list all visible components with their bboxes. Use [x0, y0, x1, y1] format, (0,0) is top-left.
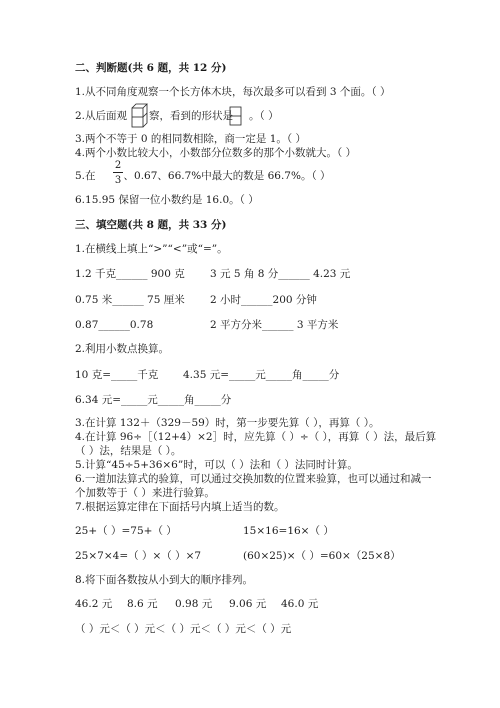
judgement-q4: 4.两个小数比较大小，小数部分位数多的那个小数就大。（ ）: [75, 147, 357, 159]
fill-q8-value-4: 9.06 元: [229, 598, 267, 610]
judgement-q2: [75, 110, 279, 123]
fill-q8-title: 8.将下面各数按从小到大的顺序排列。: [75, 574, 254, 586]
fill-q2-row1-left: 10 克=_____千克: [75, 369, 159, 381]
fill-q7-row2-right: (60×25)×（ ）=60×（25×8）: [243, 550, 401, 562]
fill-q1-row1-left: 1.2 千克______ 900 克: [75, 268, 185, 280]
section-heading-fill-in: 三、填空题(共 8 题，共 33 分): [75, 219, 227, 231]
fill-q8-value-2: 8.6 元: [127, 598, 158, 610]
fill-q7-row1: [75, 525, 334, 538]
front-view-shape-icon: [229, 106, 243, 126]
fill-q8-value-3: 0.98 元: [175, 598, 213, 610]
fill-q2-row1-right: 4.35 元=_____元_____角_____分: [183, 369, 340, 381]
fill-q8-values: [75, 598, 318, 611]
fill-q6-line2: 个加数等于（ ）来进行验算。: [75, 487, 215, 499]
fill-q5: 5.计算“45÷5+36×6”时，可以（ ）法和（ ）法同时计算。: [75, 459, 358, 471]
fill-q4-line2: （ ）法，结果是（ ）。: [75, 445, 182, 457]
fill-q1-row2-left: 0.75 米______ 75 厘米: [75, 294, 185, 306]
fill-q1-row1: [75, 268, 350, 281]
judgement-q2-part1: 2.从后面观: [75, 110, 128, 122]
judgement-q5-part2: 、0.67、66.7%中最大的数是 66.7%。（ ）: [123, 170, 331, 182]
judgement-q5-part1: 5.在: [75, 170, 96, 182]
fill-q1-row2-right: 2 小时______200 分钟: [210, 294, 317, 306]
fill-q2-title: 2.利用小数点换算。: [75, 343, 170, 355]
section-heading-judgement: 二、判断题(共 6 题，共 12 分): [75, 62, 227, 74]
fill-q8-value-5: 46.0 元: [281, 598, 319, 610]
fill-q8-answer: （ ）元＜（ ）元＜（ ）元＜（ ）元＜（ ）元: [75, 623, 292, 635]
fraction-numerator: 2: [114, 160, 122, 171]
fill-q3: 3.在计算 132＋（329－59）时，第一步要先算（ ），再算（ ）。: [75, 417, 380, 429]
fraction-denominator: 3: [114, 175, 122, 186]
fill-q1-row3: [75, 319, 338, 332]
fill-q7-title: 7.根据运算定律在下面括号内填上适当的数。: [75, 501, 285, 513]
fraction-bar: [113, 172, 123, 173]
fill-q4-line1: 4.在计算 96÷［（12+4）×2］时，应先算（ ）÷（ ），再算（ ）法，最后算: [75, 431, 437, 443]
fill-q8-value-1: 46.2 元: [75, 598, 113, 610]
fill-q1-row2: [75, 294, 317, 307]
fill-q1-row3-right: 2 平方分米______ 3 平方米: [210, 319, 339, 331]
fill-q6-line1: 6.一道加法算式的验算，可以通过交换加数的位置来验算，也可以通过和减一: [75, 473, 432, 485]
fill-q7-row1-right: 15×16=16×（ ）: [243, 525, 334, 537]
fill-q7-row1-left: 25+（ ）=75+（ ）: [75, 525, 177, 537]
judgement-q1: 1.从不同角度观察一个长方体木块，每次最多可以看到 3 个面。（ ）: [75, 86, 391, 98]
fill-q7-row2: [75, 550, 401, 563]
fill-q1-row1-right: 3 元 5 角 8 分______ 4.23 元: [210, 268, 351, 280]
fill-q2-row2: 6.34 元=_____元_____角_____分: [75, 394, 232, 406]
judgement-q3: 3.两个不等于 0 的相同数相除，商一定是 1。（ ）: [75, 133, 306, 145]
judgement-q6: 6.15.95 保留一位小数约是 16.0。（ ）: [75, 194, 259, 206]
judgement-q2-part3: 。（ ）: [249, 110, 279, 122]
judgement-q2-part2: 察，看到的形状是: [149, 110, 234, 122]
fill-q7-row2-left: 25×7×4=（ ）×（ ）×7: [75, 550, 202, 562]
fill-q1-title: 1.在横线上填上“>”“<”或“=”。: [75, 243, 228, 255]
cube-stack-icon: [130, 103, 150, 129]
fill-q2-row1: [75, 369, 339, 382]
fill-q1-row3-left: 0.87______0.78: [75, 319, 154, 331]
